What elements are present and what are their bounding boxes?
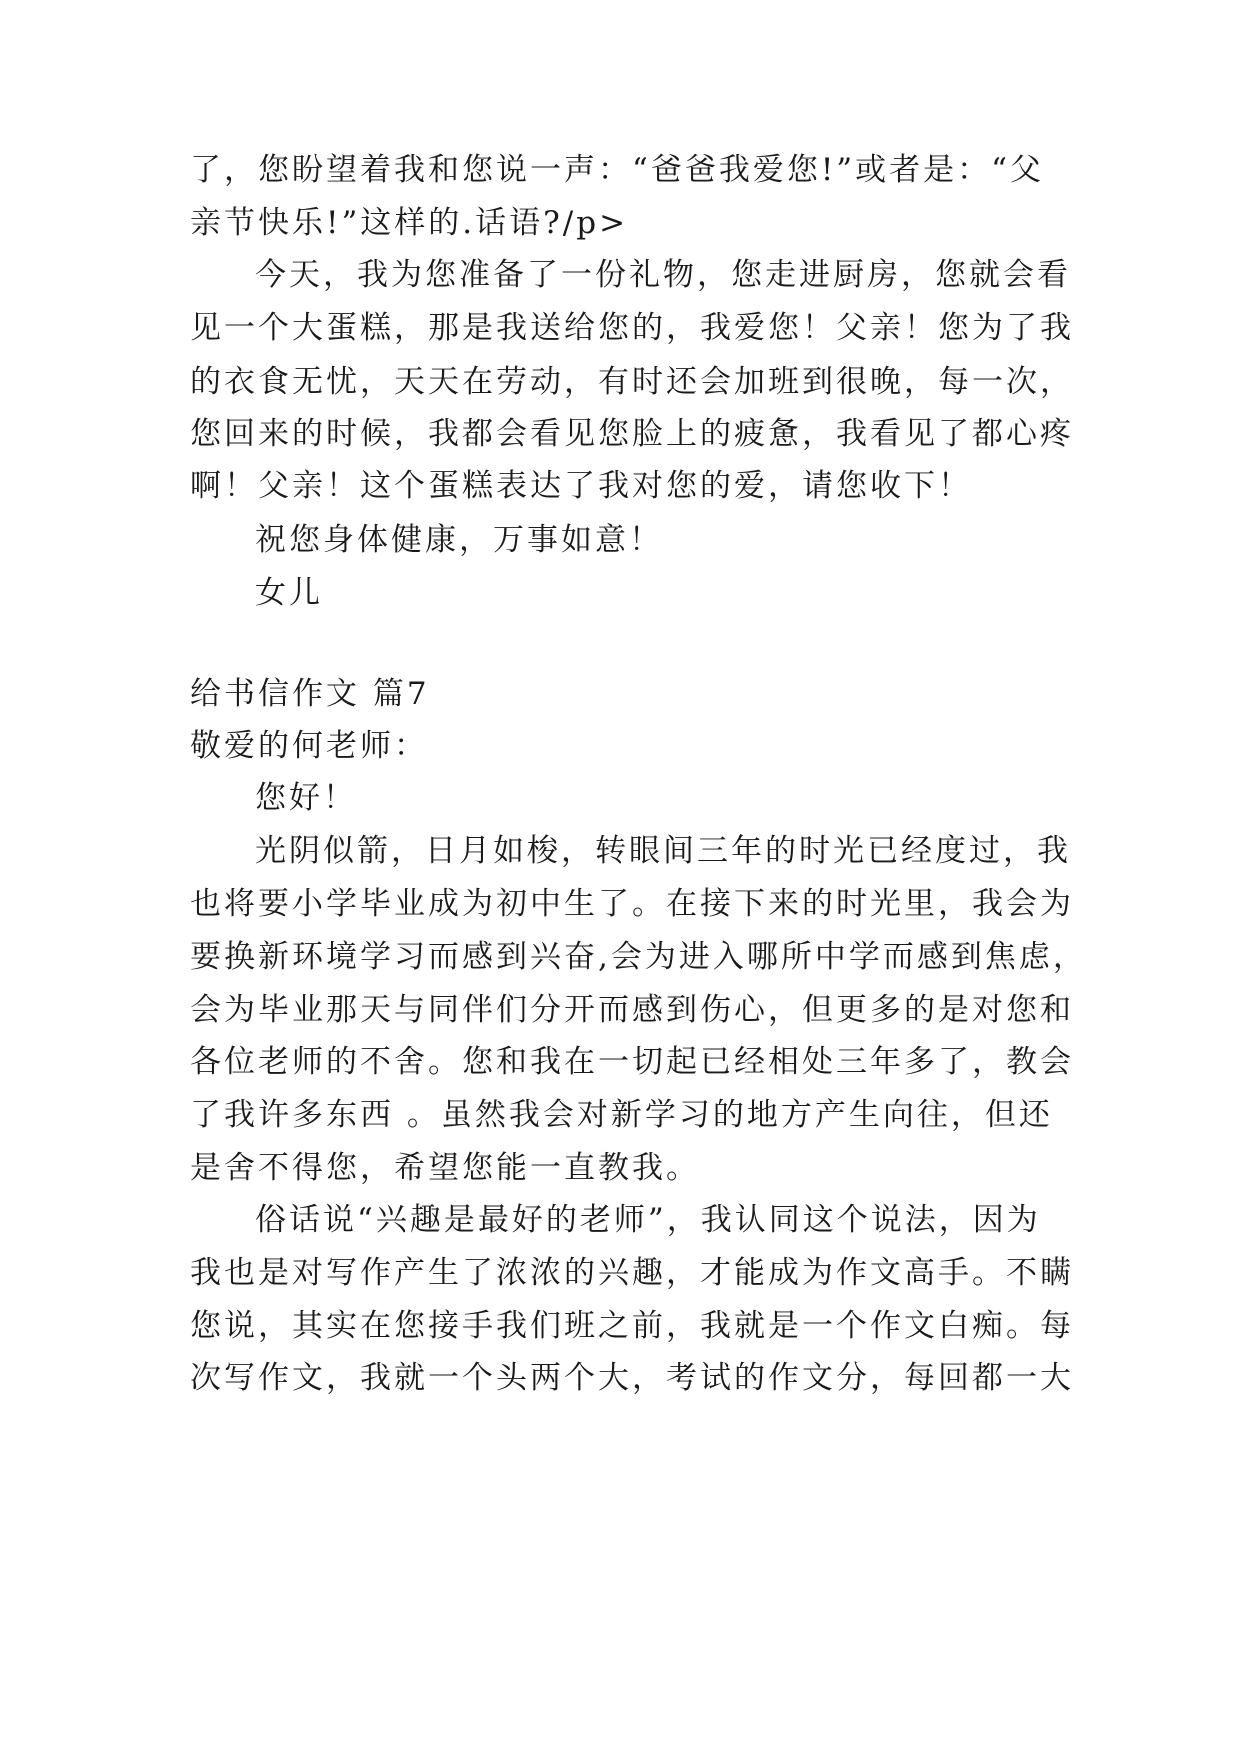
paragraph-line: 啊！父亲！这个蛋糕表达了我对您的爱，请您收下！ <box>190 468 972 504</box>
paragraph-line: 俗话说“兴趣是最好的老师”，我认同这个说法，因为 <box>255 1202 1041 1238</box>
paragraph-line: 的衣食无忧，天天在劳动，有时还会加班到很晚，每一次， <box>190 364 1074 400</box>
paragraph-line: 是舍不得您，希望您能一直教我。 <box>190 1150 700 1186</box>
paragraph-line: 光阴似箭，日月如梭，转眼间三年的时光已经度过，我 <box>255 833 1071 869</box>
paragraph-line: 今天，我为您准备了一份礼物，您走进厨房，您就会看 <box>255 257 1071 293</box>
section-title: 给书信作文 篇7 <box>190 676 430 712</box>
paragraph-line: 也将要小学毕业成为初中生了。在接下来的时光里，我会为 <box>190 886 1074 922</box>
closing-wish: 祝您身体健康，万事如意！ <box>255 522 663 558</box>
paragraph-line: 您说，其实在您接手我们班之前，我就是一个作文白痴。每 <box>190 1308 1074 1344</box>
greeting: 您好！ <box>255 780 357 816</box>
paragraph-line: 您回来的时候，我都会看见您脸上的疲惫，我看见了都心疼 <box>190 416 1074 452</box>
paragraph-line: 各位老师的不舍。您和我在一切起已经相处三年多了，教会 <box>190 1044 1074 1080</box>
paragraph-line: 次写作文，我就一个头两个大，考试的作文分，每回都一大 <box>190 1360 1074 1396</box>
salutation: 敬爱的何老师： <box>190 728 428 764</box>
paragraph-line: 要换新环境学习而感到兴奋,会为进入哪所中学而感到焦虑， <box>190 939 1087 975</box>
paragraph-line: 了我许多东西 。虽然我会对新学习的地方产生向往，但还 <box>190 1097 1053 1133</box>
paragraph-line: 了，您盼望着我和您说一声：“爸爸我爱您!”或者是：“父 <box>190 152 1044 188</box>
paragraph-line: 亲节快乐!”这样的.话语?/p> <box>190 205 629 241</box>
paragraph-line: 我也是对写作产生了浓浓的兴趣，才能成为作文高手。不瞒 <box>190 1255 1074 1291</box>
signature: 女儿 <box>255 575 323 611</box>
paragraph-line: 会为毕业那天与同伴们分开而感到伤心，但更多的是对您和 <box>190 992 1074 1028</box>
paragraph-line: 见一个大蛋糕，那是我送给您的，我爱您！父亲！您为了我 <box>190 310 1074 346</box>
